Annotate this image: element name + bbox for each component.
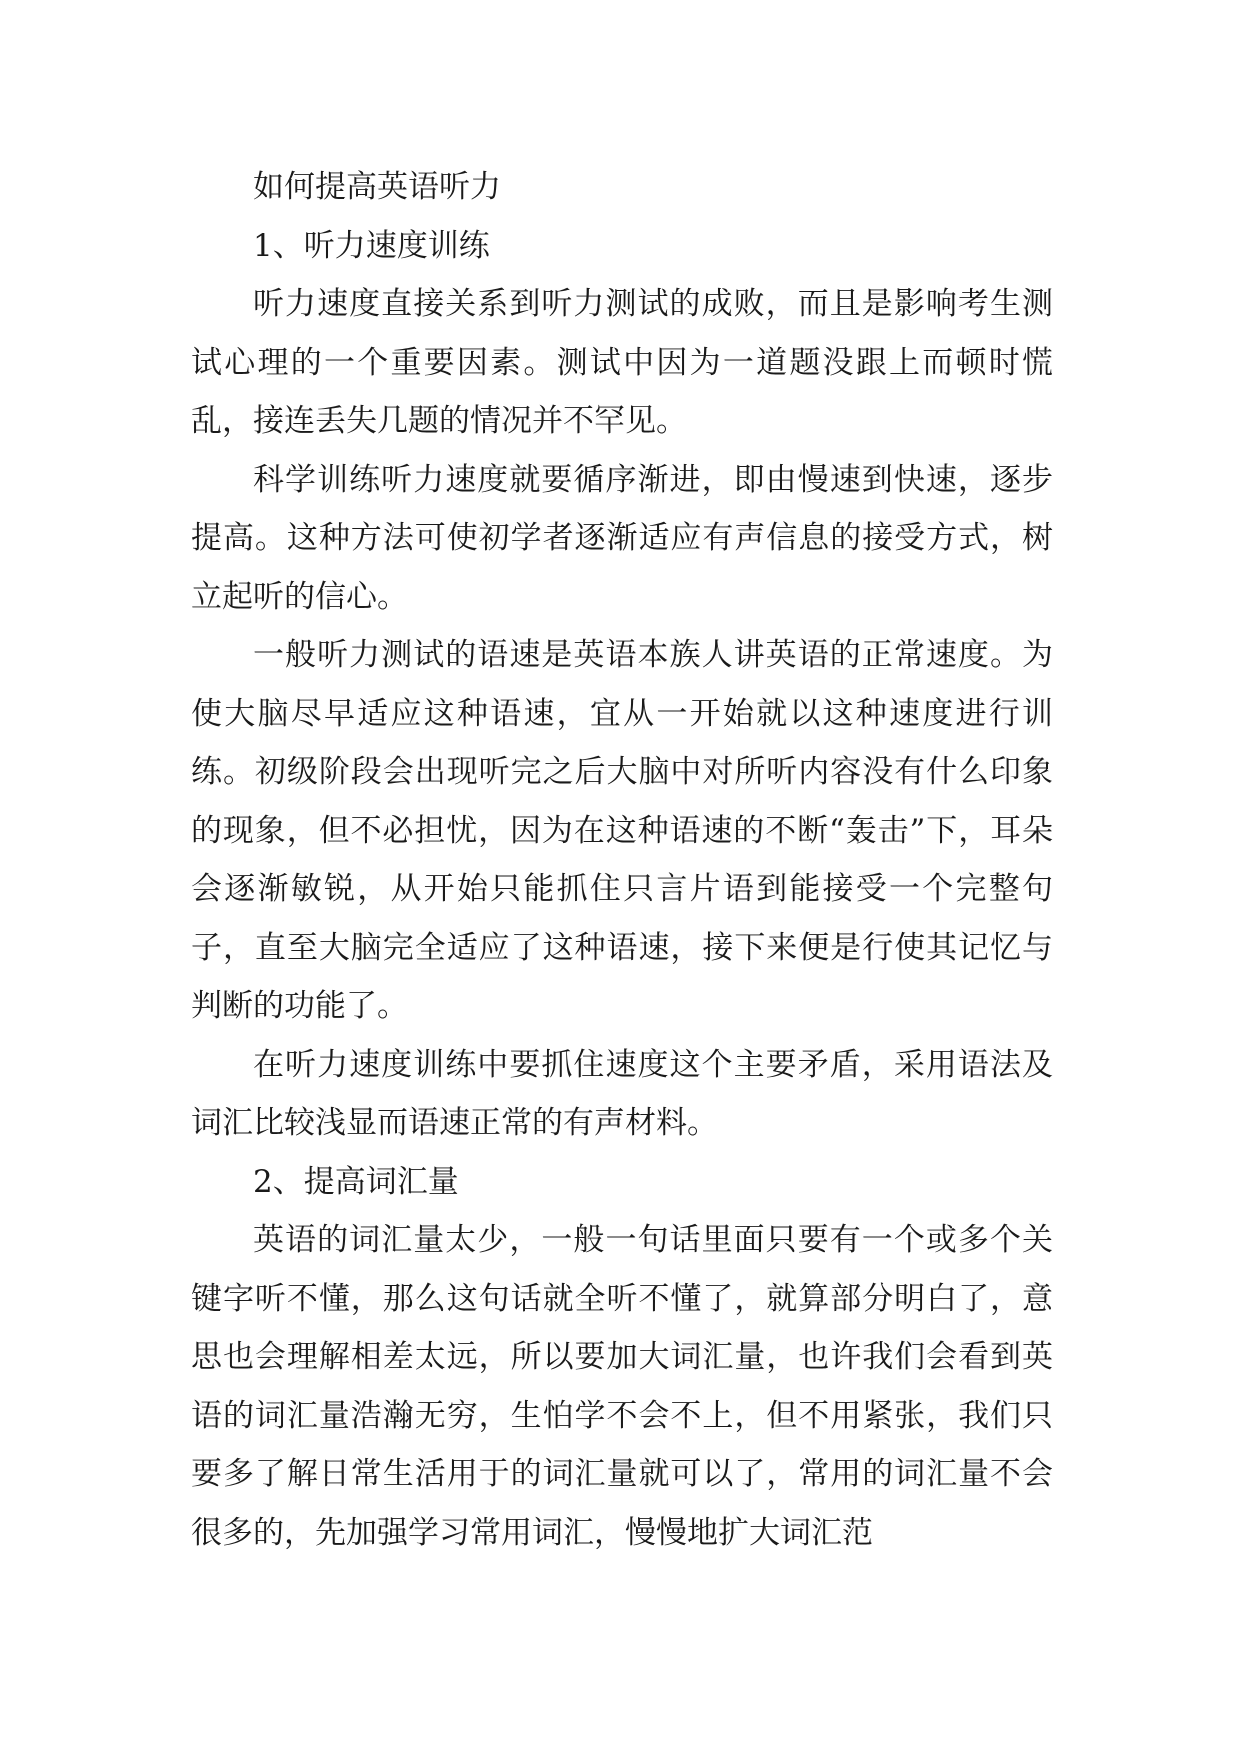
- paragraph: 在听力速度训练中要抓住速度这个主要矛盾，采用语法及词汇比较浅显而语速正常的有声材料。: [191, 1046, 1053, 1141]
- paragraph: 听力速度直接关系到听力测试的成败，而且是影响考生测试心理的一个重要因素。测试中因为一道题没跟上而顿时慌乱，接连丢失几题的情况并不罕见。: [191, 286, 1053, 439]
- section-heading-1: 1、听力速度训练: [253, 227, 490, 264]
- section-heading-2: 2、提高词汇量: [253, 1163, 459, 1200]
- paragraph: 英语的词汇量太少，一般一句话里面只要有一个或多个关键字听不懂，那么这句话就全听不懂了，就算部分明白了，意思也会理解相差太远，所以要加大词汇量，也许我们会看到英语的词汇量浩瀚无穷，生怕学不会不上，但不用紧张，我们只要多了解日常生活用于的词汇量就可以了，常用的词汇量不会很多的，先加强学习常用词汇，慢慢地扩大词汇范: [191, 1222, 1053, 1551]
- document-title: 如何提高英语听力: [253, 169, 501, 205]
- paragraph: 科学训练听力速度就要循序渐进，即由慢速到快速，逐步提高。这种方法可使初学者逐渐适应有声信息的接受方式，树立起听的信心。: [191, 461, 1053, 615]
- document-body: [191, 158, 1053, 1562]
- paragraph: 一般听力测试的语速是英语本族人讲英语的正常速度。为使大脑尽早适应这种语速，宜从一开始就以这种速度进行训练。初级阶段会出现听完之后大脑中对所听内容没有什么印象的现象，但不必担忧，因为在这种语速的不断“轰击”下，耳朵会逐渐敏锐，从开始只能抓住只言片语到能接受一个完整句子，直至大脑完全适应了这种语速，接下来便是行使其记忆与判断的功能了。: [191, 637, 1053, 1024]
